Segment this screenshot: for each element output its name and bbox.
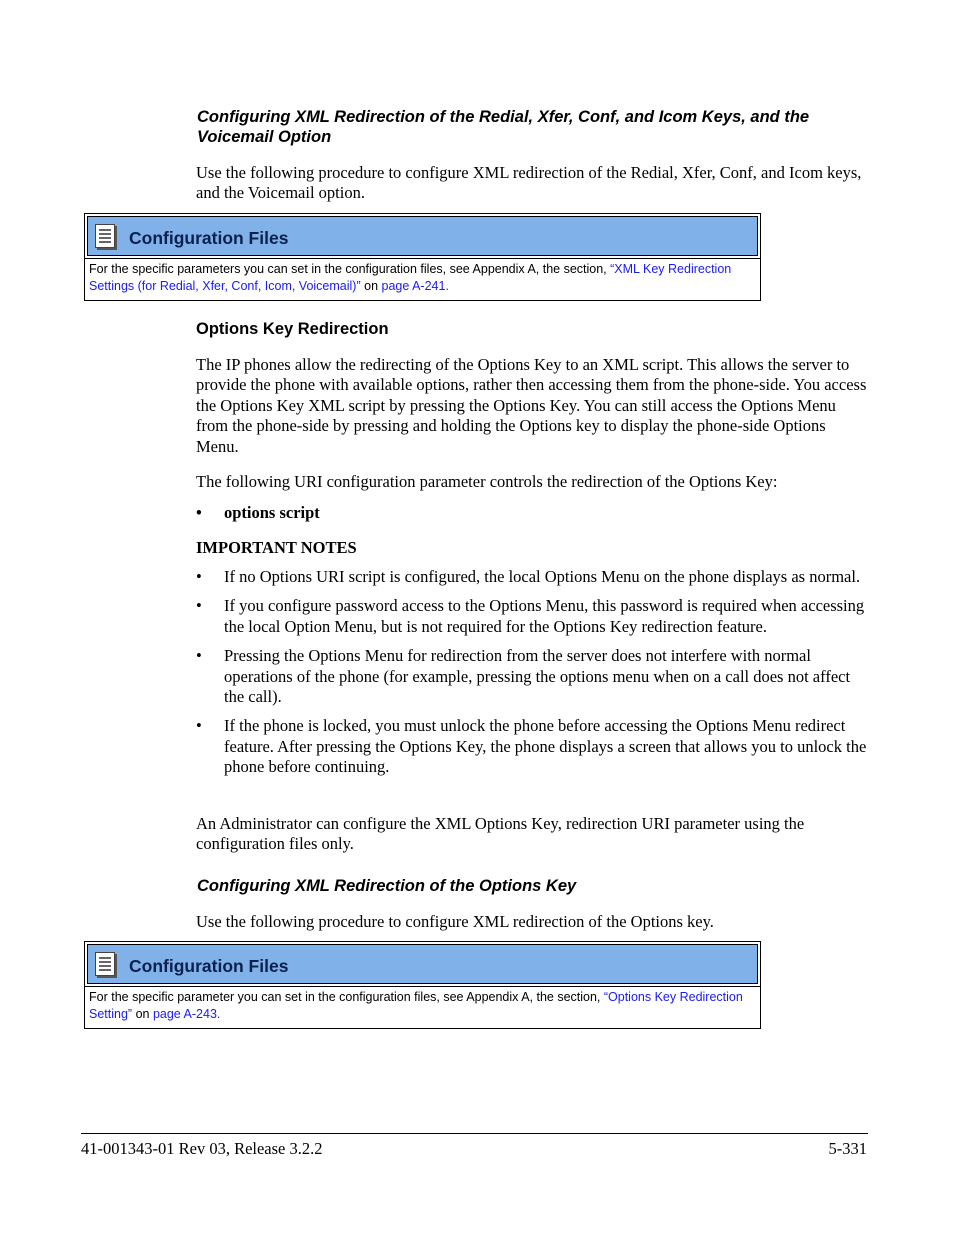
footer-page-number: 5-331 bbox=[828, 1139, 867, 1158]
configuration-files-text bbox=[85, 258, 760, 300]
document-icon bbox=[95, 952, 115, 976]
configuration-files-text bbox=[85, 986, 760, 1028]
note-text: If you configure password access to the Options Menu, this password is required when accessing the local Option Menu, but is not required for the Options Key redirection feature. bbox=[224, 596, 865, 636]
section-title-line2: Voicemail Option bbox=[197, 128, 332, 146]
options-paragraph-2: The following URI configuration parameter controls the redirection of the Options Key: bbox=[196, 472, 778, 491]
configuration-files-box bbox=[84, 213, 761, 301]
options-key-redirection-setting-link[interactable]: “Options Key Redirection Setting” bbox=[89, 990, 743, 1021]
page-reference-link[interactable]: page A-241 bbox=[381, 279, 446, 293]
document-icon bbox=[95, 224, 115, 248]
options-paragraph-3: An Administrator can configure the XML Options Key, redirection URI parameter using the configuration files only. bbox=[196, 814, 805, 854]
section-intro: Use the following procedure to configure XML redirection of the Redial, Xfer, Conf, and Icom keys, and the Voicemail option. bbox=[196, 163, 862, 203]
configuration-files-header bbox=[87, 944, 758, 984]
page-reference-link[interactable]: page A-243 bbox=[152, 1007, 217, 1021]
config-text-period: . bbox=[216, 1007, 221, 1021]
bullet: • bbox=[196, 503, 202, 522]
xml-key-redirection-settings-link[interactable]: “XML Key Redirection Settings (for Redial, Xfer, Conf, Icom, Voicemail)” bbox=[89, 262, 732, 293]
note-text: Pressing the Options Menu for redirection from the server does not interfere with normal operations of the phone (for example, pressing the options menu when on a call does not affect the call). bbox=[224, 646, 851, 707]
options-key-heading: Options Key Redirection bbox=[196, 320, 389, 338]
configuration-files-title: Configuration Files bbox=[129, 956, 289, 976]
section-2-title: Configuring XML Redirection of the Options Key bbox=[197, 877, 577, 895]
parameter-list-item bbox=[196, 503, 320, 523]
config-text: For the specific parameters you can set in the configuration files, see Appendix A, the section, bbox=[89, 262, 611, 276]
note-item bbox=[196, 567, 872, 587]
section-title-line1: Configuring XML Redirection of the Redial, Xfer, Conf, and Icom Keys, and the bbox=[197, 108, 810, 126]
section-2-intro: Use the following procedure to configure XML redirection of the Options key. bbox=[196, 912, 714, 931]
note-item bbox=[196, 646, 872, 707]
config-text-on: on bbox=[360, 279, 382, 293]
config-text-period: . bbox=[445, 279, 449, 293]
configuration-files-title: Configuration Files bbox=[129, 228, 289, 248]
footer-doc-id: 41-001343-01 Rev 03, Release 3.2.2 bbox=[81, 1139, 323, 1158]
section-title bbox=[197, 107, 877, 147]
options-paragraph-1: The IP phones allow the redirecting of the Options Key to an XML script. This allows the server to provide the phone with available options, rather then accessing them from the phone-side. You access the Options Key XML script by pressing the Options Key. You can still access the Options Menu from the phone-side by pressing and holding the Options key to display the phone-side Options Menu. bbox=[196, 355, 867, 456]
configuration-files-header bbox=[87, 216, 758, 256]
bullet: • bbox=[196, 646, 202, 666]
bullet: • bbox=[196, 596, 202, 616]
options-script-parameter: options script bbox=[224, 503, 320, 522]
important-notes-heading: IMPORTANT NOTES bbox=[196, 538, 357, 557]
config-text: For the specific parameter you can set in the configuration files, see Appendix A, the section, bbox=[89, 990, 604, 1004]
bullet: • bbox=[196, 716, 202, 736]
note-item bbox=[196, 596, 872, 637]
configuration-files-box bbox=[84, 941, 761, 1029]
bullet: • bbox=[196, 567, 202, 586]
note-text: If no Options URI script is configured, the local Options Menu on the phone displays as normal. bbox=[224, 567, 861, 586]
note-item bbox=[196, 716, 872, 777]
footer-divider bbox=[81, 1133, 868, 1134]
config-text-on: on bbox=[132, 1007, 153, 1021]
note-text: If the phone is locked, you must unlock the phone before accessing the Options Menu redirect feature. After pressing the Options Key, the phone displays a screen that allows you to unlock the phone before continuing. bbox=[224, 716, 867, 777]
important-notes-list bbox=[196, 567, 872, 778]
